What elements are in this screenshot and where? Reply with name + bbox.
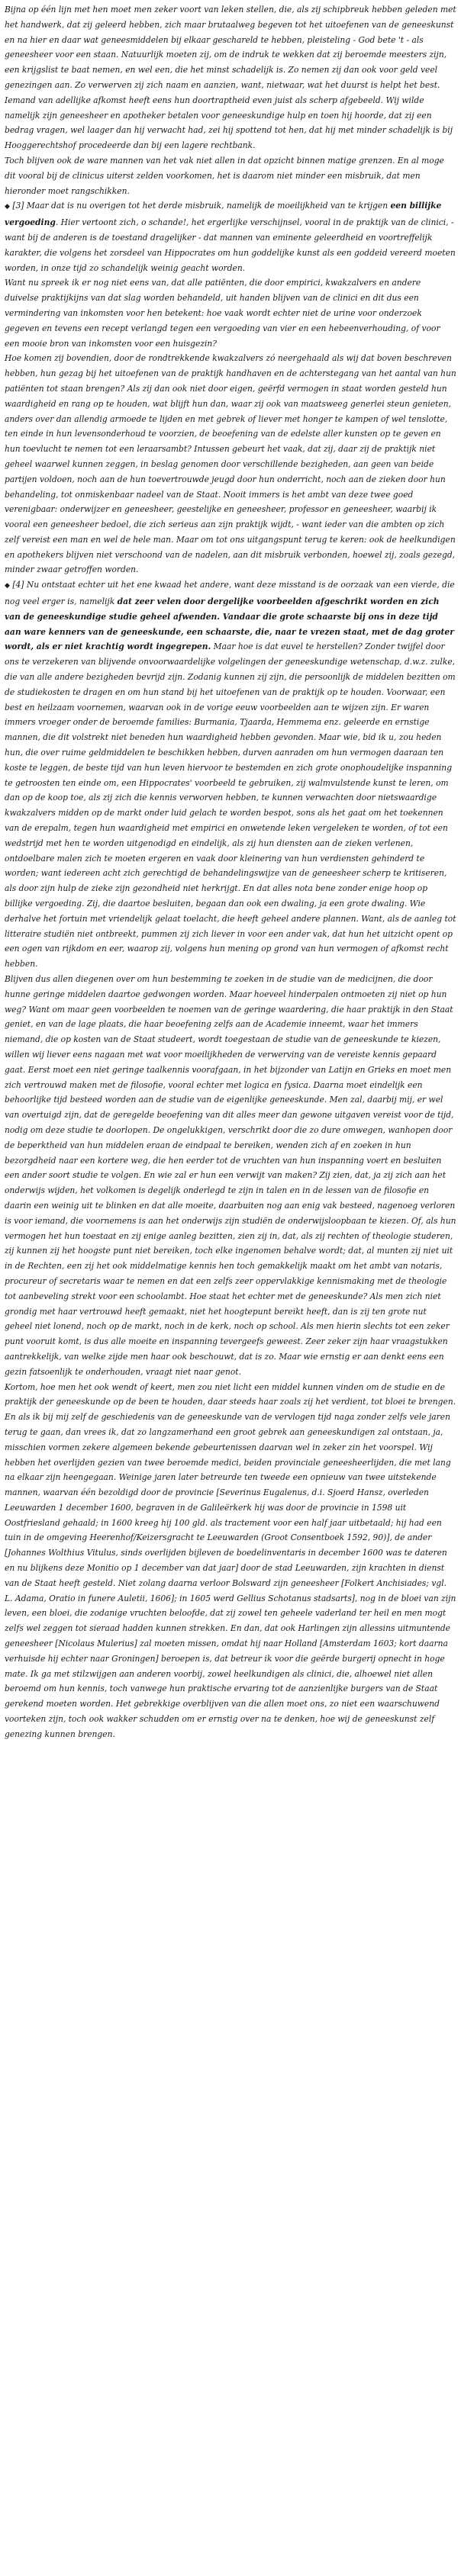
paragraph-text: Want nu spreek ik er nog niet eens van, dat alle patiënten, die door empirici, kwakzalvers en andere duivelse praktijkijns van dat slag worden behandeld, uit handen blijven van de clinici en dit dus een vermindering van inkomsten voor hen betekent: hoe vaak wordt echter niet de urine voor onderzoek gegeven en tevens een recept verlangd tegen een vergoeding van vier en een hebeenverhouding, of voor een mooie bron van inkomsten voor een huisgezin?	[5, 278, 440, 349]
bold-phrase: een billijke vergoeding	[5, 201, 442, 228]
paragraph-1	[5, 2, 456, 153]
paragraph-text: . Hier vertoont zich, o schande!, het ergerlijke verschijnsel, vooral in de praktijk van de clinici, - want bij de anderen is de toestand dragelijker - dat mannen van eminente geleerdheid en voortreffelijk karakter, die volgens het zorsdeel van Hippocrates om hun goddelijke kunst als een goddeid vereerd moeten worden, in onze tijd zo schandelijk weinig geacht worden.	[5, 217, 456, 273]
paragraph-6	[5, 577, 456, 972]
diamond-bullet-icon: ◆	[5, 203, 10, 211]
paragraph-2	[5, 153, 456, 198]
paragraph-8	[5, 1380, 456, 1742]
paragraph-5	[5, 351, 456, 577]
paragraph-7	[5, 972, 456, 1380]
paragraph-3	[5, 198, 456, 275]
paragraph-text: [4] Nu ontstaat echter uit het ene kwaad het andere, want deze misstand is de oorzaak van een vierde, die nog veel erger is, namelijk	[5, 580, 455, 607]
paragraph-text: Bijna op één lijn met hen moet men zeker voort van leken stellen, die, als zij schipbreuk hebben geleden met het handwerk, dat zij geleerd hebben, zich maar brutaalweg begeven tot het uitoefenen van de geneeskunst en na hier en daar wat geneesmiddelen bij elkaar geschareld te hebben, pleisteling - God bete 't - als geneesheer voor een staan. Natuurlijk moeten zij, om de indruk te wekken dat zij beroemde meesters zijn, een krijgslist te baat nemen, en wel een, die het minst schadelijk is. Zo nemen zij dan ook voor geld veel genezingen aan. Zo verwerven zij zich naam en aanzien, want, nietwaar, wat het duurst is helpt het best. Iemand van adellijke afkomst heeft eens hun doortraptheid even juist als scherp afgebeeld. Wij wilde namelijk zijn geneesheer en apotheker betalen voor geneeskundige hulp en toen hij hoorde, dat zij een bedrag vragen, wel laager dan hij verwacht had, zei hij spottend tot hen, dat hij met minder schadelijk is bij Hooggerechtshof procedeerde dan bij een lagere rechtbank.	[5, 5, 456, 151]
paragraph-text: Hoe komen zij bovendien, door de rondtrekkende kwakzalvers zó neergehaald als wij dat boven beschreven hebben, hun gezag bij het uitoefenen van de praktijk handhaven en de achterstegang van het aantal van hun patiënten tot staan brengen? Als zij dan ook niet door eigen, geërfd vermogen in staat worden gesteld hun waardigheid en rang op te houden, wat blijft hun dan, waar zij ook van maatsweeg generlei steun genieten, anders over dan allendig armoede te lijden en met gebrek of liever met honger te kampen of wel tenslotte, ten einde in hun levensonderhoud te voorzien, de beoefening van de edelste aller kunsten op te geven en hun toevlucht te nemen tot een leraarsambt? Intussen gebeurt het vaak, dat zij, daar zij de praktijk niet geheel waarwel kunnen zeggen, in beslag genomen door verschillende bezigheden, aan geen van beide partijen voldoen, noch aan de hun toevertrouwde jeugd door hun onderricht, noch aan de zieken door hun behandeling, tot onmiskenbaar nadeel van de Staat. Nooit immers is het ambt van deze twee goed verenigbaar: onderwijzer en geneesheer, geestelijke en geneesheer, professor en geneesheer, waarbij ik vooral een geneesheer bedoel, die zich serieus aan zijn praktijk wijdt, - want ieder van die ambten op zich zelf vereist een man en wel de hele man. Maar om tot ons uitgangspunt terug te keren: ook de heelkundigen en apothekers blijven niet verschoond van de nadelen, aan dit misbruik verbonden, hoewel zij, zoals gezegd, minder zwaar getroffen worden.	[5, 353, 456, 575]
bold-phrase: dat zeer velen door dergelijke voorbeelden afgeschrikt worden en zich van de geneeskundige studie geheel afwenden. Vandaar die grote schaarste bij ons in deze tijd aan ware kenners van de geneeskunde, een schaarste, die, naar te vrezen staat, met de dag groter wordt, als er niet krachtig wordt ingegrepen.	[5, 597, 454, 652]
paragraph-text: Blijven dus allen diegenen over om hun bestemming te zoeken in de studie van de medicijnen, die door hunne geringe middelen daartoe gedwongen worden. Maar hoeveel hinderpalen ontmoeten zij niet op hun weg? Want om maar geen voorbeelden te noemen van de geringe waardering, die haar praktijk in den Staat geniet, en van de lage plaats, die haar beoefening zelfs aan de Academie inneemt, waar het immers niemand, die op kosten van de Staat studeert, wordt toegestaan de studie van de geneeskunde te kiezen, willen wij liever eens nagaan met wat voor moeilijkheden de verwerving van de vereiste kennis gepaard gaat. Eerst moet een niet geringe taalkennis voorafgaan, in het bijzonder van Latijn en Grieks en moet men zich vertrouwd maken met de filosofie, vooral echter met logica en fysica. Daarna moet eindelijk een behoorlijke tijd besteed worden aan de studie van de eigenlijke geneeskunde. Men zal, daarbij mij, er wel van overtuigd zijn, dat de geregelde beoefening van dit alles meer dan gewone uitgaven vereist voor de tijd, nodig om deze studie te doorlopen. De ongelukkigen, verschrikt door die zo dure omwegen, wanhopen door de beperktheid van hun middelen eraan de eindpaal te bereiken, wenden zich af en zoeken in hun bezorgdheid naar een kortere weg, die hen eerder tot de vruchten van hun inspanning voert en besluiten een ander soort studie te volgen. En wie zal er hun een verwijt van maken? Zij zien, dat, ja zij zich aan het onderwijs wijden, het volkomen is degelijk onderlegd te zijn in talen en in de lessen van de filosofie en daarin een weinig uit te blinken en dat alle moeite, daarbuiten nog aan enig vak besteed, nagenoeg verloren is voor iemand, die voornemens is aan het onderwijs zijn studiën de onderwijsloopbaan te kiezen. Of, als hun vermogen het hun toestaat en zij enige aanleg bezitten, zien zij in, dat, als zij rechten of theologie studeren, zij kunnen zij het hoogste punt niet bereiken, toch elke ingenomen behalve wordt; dat, al munten zij niet uit in de Rechten, een zij het ook middelmatige kennis hen toch gemakkelijk maakt om het ambt van notaris, procureur of secretaris waar te nemen en dat een zelfs zeer oppervlakkige kennismaking met de theologie tot aanbeveling strekt voor een schoolambt. Hoe staat het echter met de geneeskunde? Als men zich niet grondig met haar vertrouwd heeft gemaakt, niet het hoogtepunt bereikt heeft, dan is zij ten grote nut geheel niet lonend, noch op de markt, noch in de kerk, noch op school. Als men hierin slechts tot een zeker punt vooruit komt, is dus alle moeite en inspanning tevergeefs geweest. Zeer zeker zijn haar vraagstukken aantrekkelijk, van welke zijde men haar ook beschouwt, dat is zo. Maar wie ernstig er aan denkt eens een gezin fatsoenlijk te onderhouden, vraagt niet naar genot.	[5, 974, 456, 1377]
paragraph-4	[5, 275, 456, 351]
paragraph-text: Kortom, hoe men het ook wendt of keert, men zou niet licht een middel kunnen vinden om de studie en de praktijk der geneeskunde op de been te houden, daar steeds haar zoals zij het verdient, tot bloei te brengen. En als ik bij mij zelf de geschiedenis van de geneeskunde van de vervlogen tijd naga zonder zelfs vele jaren terug te gaan, dan vrees ik, dat zo langzamerhand een groot gebrek aan geneeskundigen zal ontstaan, ja, misschien vormen zekere algemeen bekende gebeurtenissen daarvan wel in zeker zin het voorspel. Wij hebben het overlijden gezien van twee beroemde medici, beiden provinciale geneesheerlijden, die met lang na elkaar zijn heengegaan. Weinige jaren later betreurde ten tweede een opnieuw van twee uitstekende mannen, waarvan één bezoldigd door de provincie [Severinus Eugalenus, d.i. Sjoerd Hansz, overleden Leeuwarden 1 december 1600, begraven in de Galileërkerk hij was door de provincie in 1598 uit Oostfriesland gehaald; in 1600 kreeg hij 100 gld. als tractement voor een half jaar uitbetaald; hij had een tuin in de omgeving Heerenhof/Keizersgracht te Leeuwarden (Groot Consentboek 1592, 90)], de ander [Johannes Wolthius Vitulus, sinds overlijden bijleven de boedelinventaris in december 1600 was te dateren en nu blijkens deze Monitio op 1 december van dat jaar] door de stad Leeuwarden, zijn krachten in dienst van de Staat heeft gesteld. Niet zolang daarna verloor Bolsward zijn geneesheer [Folkert Anchisiades; vgl. L. Adama, Oratio in funere Auletii, 1606]; in 1605 werd Gellius Schotanus stadsarts], nog in de bloei van zijn leven, een bloei, die zodanige vruchten beloofde, dat zij zowel ten geheele vaderland ter heil en men mogt zelfs wel zeggen tot sieraad hadden kunnen strekken. En dan, dat ook Harlingen zijn allessins uitmuntende geneesheer [Nicolaus Mulerius] zal moeten missen, omdat hij naar Holland [Amsterdam 1603; kort daarna verhuisde hij echter naar Groningen] beroepen is, dat betreur ik voor die geërde burgerij opnecht in hoge mate. Ik ga met stilzwijgen aan anderen voorbij, zowel heelkundigen als clinici, die, alhoewel niet allen beroemd om hun kennis, toch vanwege hun praktische ervaring tot de aanzienlijke burgers van de Staat gerekend moeten worden. Het gebrekkige overblijven van die allen moet ons, zo niet een waarschuwend voorteken zijn, toch ook wakker schudden om er ernstig over na te denken, hoe wij de geneeskunst zelf genezing kunnen brengen.	[5, 1381, 456, 1739]
paragraph-text: Toch blijven ook de ware mannen van het vak niet allen in dat opzicht binnen matige grenzen. En al moge dit vooral bij de clinicus uiterst zelden voorkomen, het is daarom niet minder een misbruik, dat men hieronder moet rangschikken.	[5, 155, 444, 196]
paragraph-text: [3] Maar dat is nu overigen tot het derde misbruik, namelijk de moeilijkheid van te krijgen	[9, 201, 391, 211]
paragraph-text: Maar hoe is dat euvel te herstellen? Zonder twijfel door ons te verzekeren van blijvende onvoorwaardelijke volgelingen der geneeskundige wetenschap, d.w.z. zulke, die van alle andere bezigheden bevrijd zijn. Zodanig kunnen zij zijn, die persoonlijk de middelen bezitten om de studiekosten te dragen en om hun stand bij het uitoefenen van de praktijk op te houden. Voorwaar, een best en heilzaam voornemen, waarvan ook in de vorige eeuw voorbeelden aan te wijzen zijn. Er waren immers vroeger onder de beroemde families: Burmania, Tjaarda, Hemmema enz. geleerde en ernstige mannen, die dit volstrekt niet beneden hun waardigheid hebben gevonden. Maar wie, bid ik u, zou heden hun, die over ruime geldmiddelen te beschikken hebben, durven aanraden om hun vermogen daaraan ten koste te leggen, de beste tijd van hun leven hiervoor te bestemden en zich grote onophoudelijke inspanning te getroosten ten einde om, een Hippocrates' voorbeeld te gebruiken, zij walmvulstende kunst te leren, om dan op de koop toe, als zij zich die kennis verworven hebben, te kunnen verwachten door nietswaardige kwakzalvers midden op de markt onder luid gelach te worden bespot, sons als het gaat om het toekennen van de erepalm, tegen hun waardigheid met empirici en onwetende leken vergeleken te worden, of tot een wedstrijd met hen te worden uitgenodigd en eindelijk, als zij hun diensten aan de zieken verlenen, ontdoelbare malen zich te moeten ergeren en vaak door kleinering van hun verdiensten gehinderd te worden; want iedereen acht zich gerechtigd de behandelingswijze van de geneesheer scherp te kritiseren, als door zijn hulp de zieke zijn gezondheid niet herkrijgt. En dat alles nota bene zonder enige hoop op billijke vergoeding. Zij, die daartoe besluiten, begaan dan ook een dwaling, ja een grote dwaling. Wie derhalve het fortuin met vriendelijk gelaat toelacht, die heeft geheel andere plannen. Want, als de aanleg tot litteraire studiën niet ontbreekt, pummen zij zich liever in voor een ander vak, dat hun het uitzicht opent op een ogen van rijkdom en eer, waarop zij, volgens hun mening op grond van hun vermogen of afkomst recht hebben.	[5, 642, 456, 970]
diamond-bullet-icon: ◆	[5, 582, 10, 590]
